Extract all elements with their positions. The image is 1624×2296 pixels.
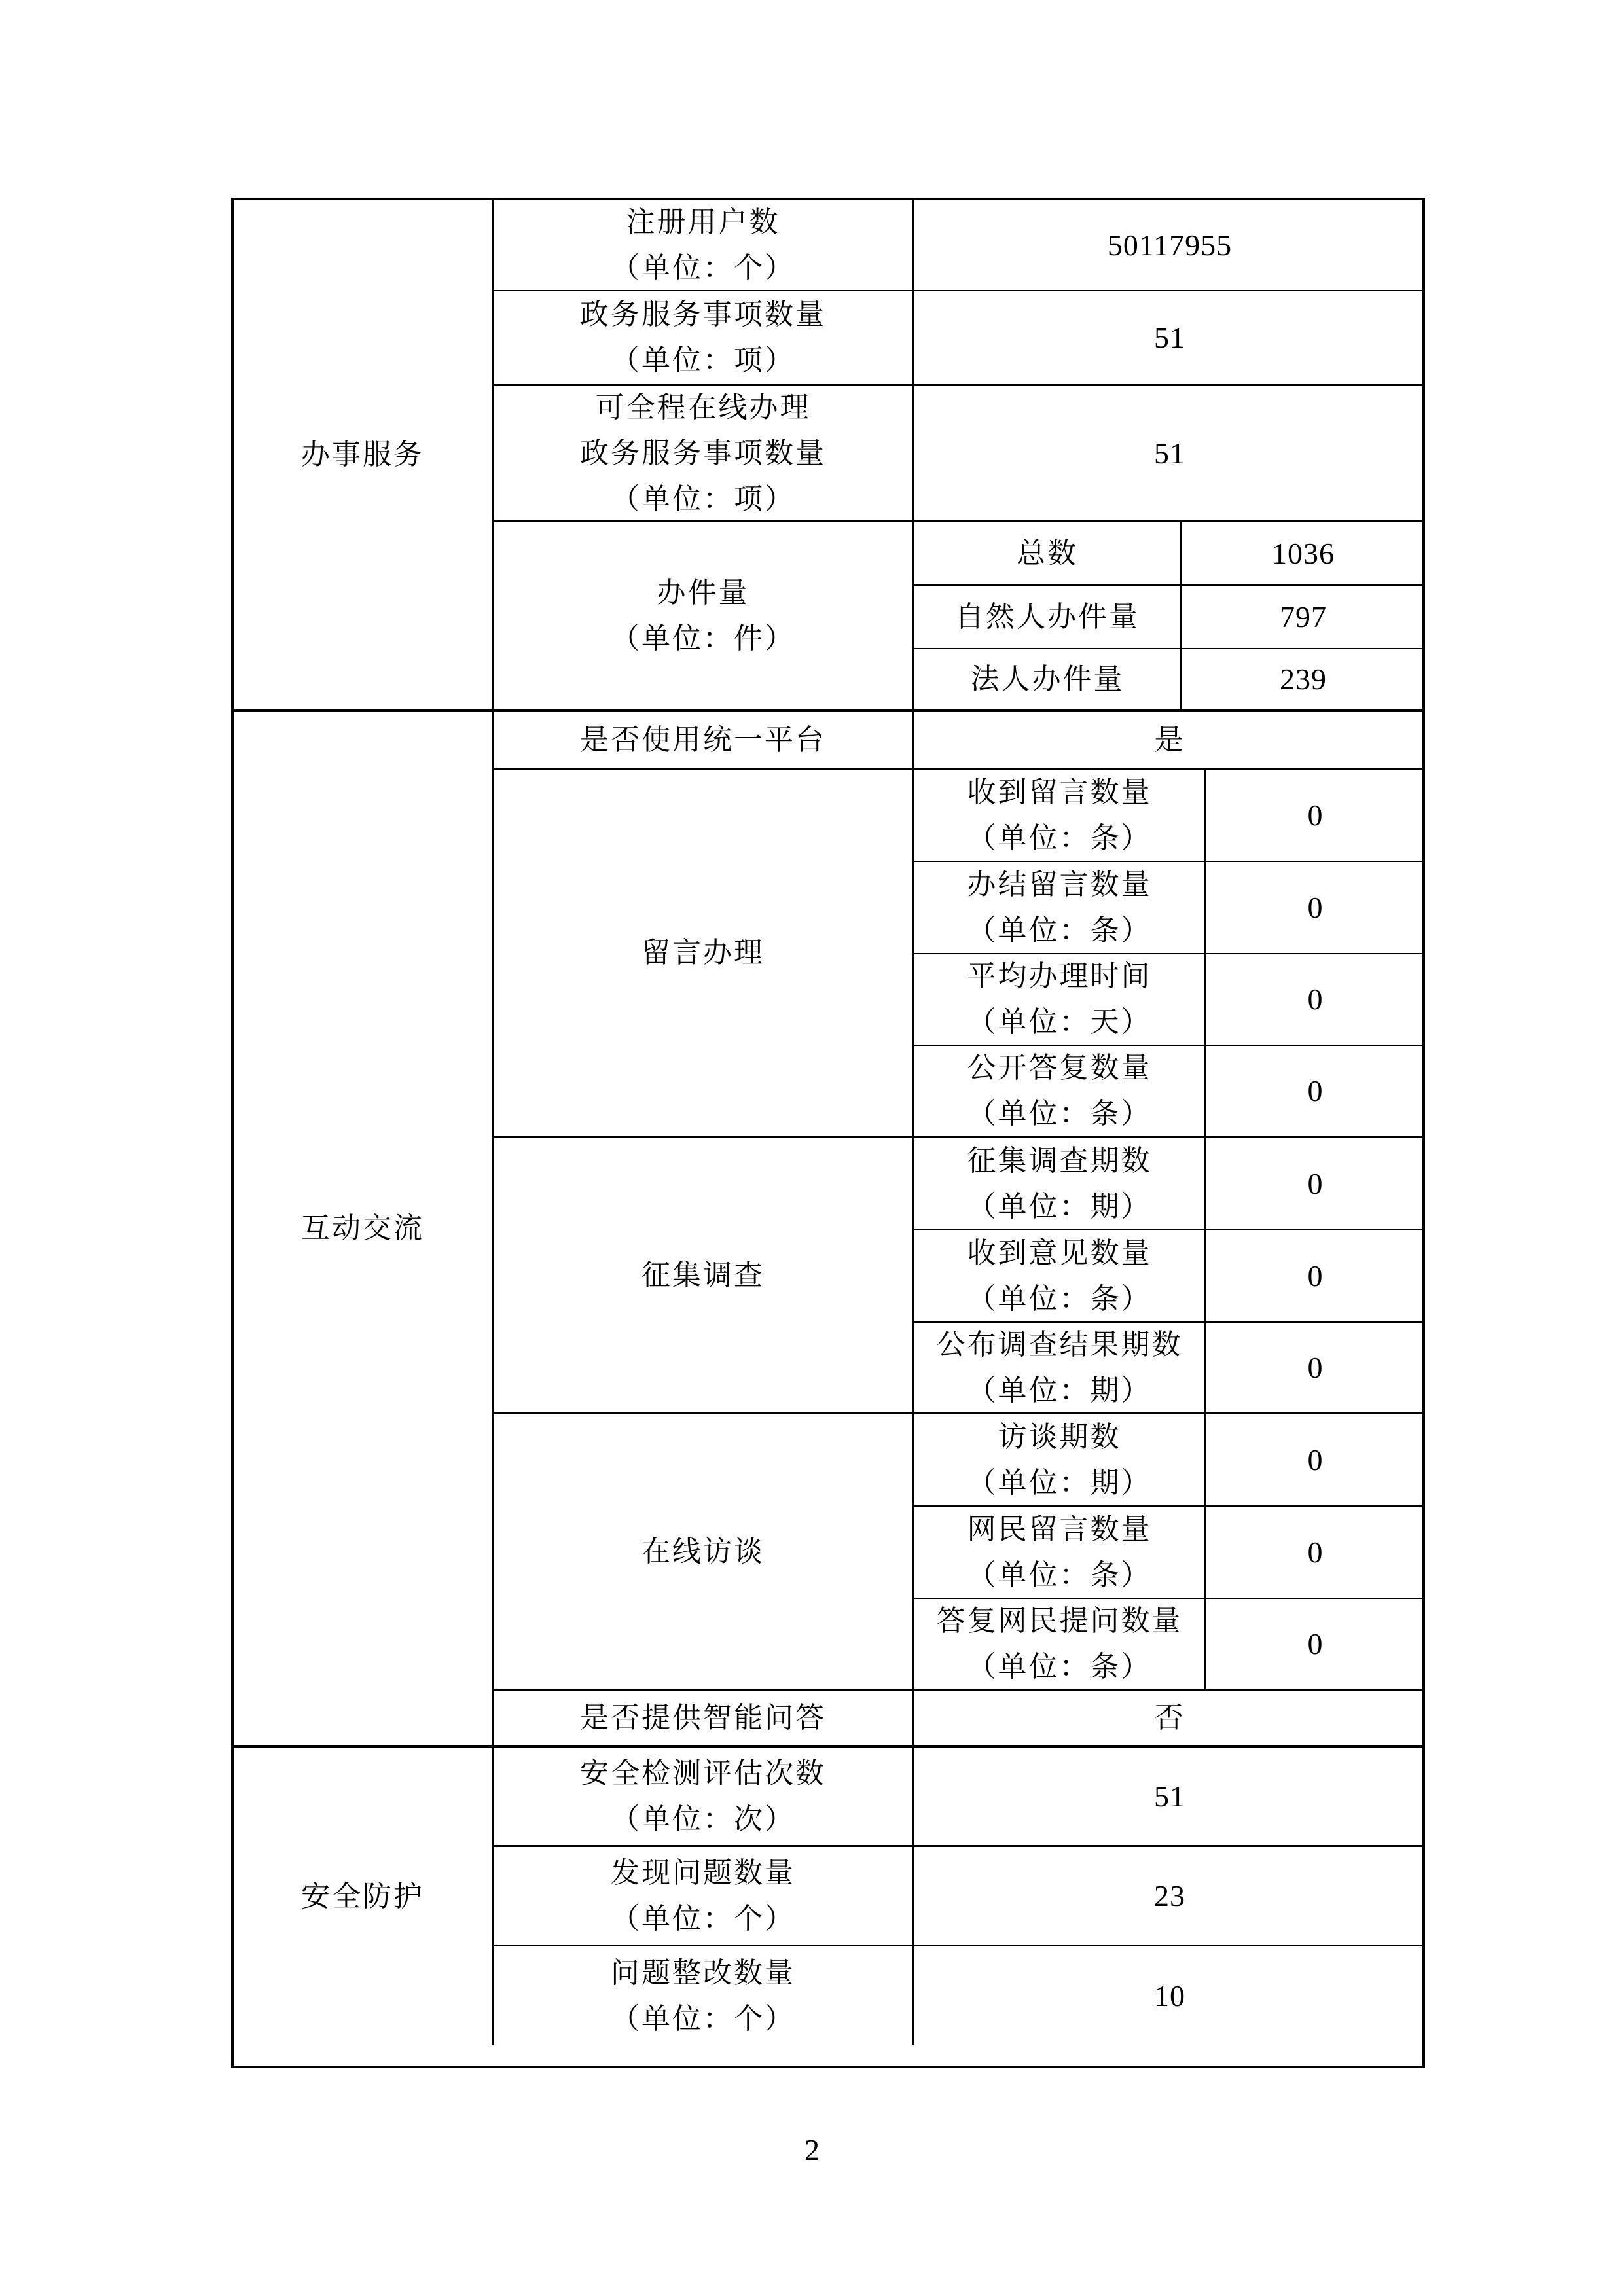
- value-problems-found: [914, 1847, 1425, 1946]
- unit-line: （单位：条）: [967, 1650, 1152, 1683]
- value-volume-total: [1182, 522, 1425, 586]
- label-line: 问题整改数量: [611, 1956, 795, 1989]
- annual-report-table: [231, 198, 1425, 2068]
- value-public-replies: [1206, 1046, 1425, 1138]
- value-survey-periods: [1206, 1138, 1425, 1230]
- category-security: [234, 1748, 494, 2045]
- label-unified-platform: [494, 712, 914, 770]
- value-published-survey-results: [1206, 1323, 1425, 1414]
- label-line: 总数: [1017, 537, 1078, 569]
- label-published-survey-results: [914, 1323, 1206, 1414]
- value-text: 0: [1307, 1350, 1324, 1384]
- value-text: 10: [1154, 1979, 1185, 2013]
- value-text: 0: [1307, 1166, 1324, 1200]
- unit-line: （单位：期）: [967, 1190, 1152, 1223]
- value-text: 否: [1154, 1701, 1185, 1734]
- unit-line: （单位：条）: [967, 821, 1152, 854]
- label-line: 在线访谈: [641, 1535, 765, 1568]
- value-problems-rectified: [914, 1946, 1425, 2045]
- label-service-items: [494, 291, 914, 386]
- label-line: 收到意见数量: [967, 1236, 1152, 1269]
- value-text: 0: [1307, 1259, 1324, 1293]
- value-text: 797: [1280, 600, 1327, 634]
- label-line: 是否使用统一平台: [580, 723, 826, 756]
- label-line: 公布调查结果期数: [936, 1328, 1183, 1361]
- value-text: 51: [1154, 1780, 1185, 1813]
- unit-line: （单位：条）: [967, 1282, 1152, 1315]
- value-text: 0: [1307, 1443, 1324, 1477]
- label-survey-periods: [914, 1138, 1206, 1230]
- value-security-checks: [914, 1748, 1425, 1847]
- value-netizen-messages: [1206, 1507, 1425, 1599]
- label-line: 自然人办件量: [955, 600, 1140, 633]
- value-received-messages: [1206, 770, 1425, 862]
- label-interview-periods: [914, 1414, 1206, 1507]
- label-received-messages: [914, 770, 1206, 862]
- value-volume-legal-person: [1182, 649, 1425, 712]
- value-text: 50117955: [1107, 228, 1233, 262]
- value-smart-qa: [914, 1691, 1425, 1748]
- value-text: 0: [1307, 1626, 1324, 1660]
- label-problems-found: [494, 1847, 914, 1946]
- category-label: 互动交流: [301, 1212, 424, 1244]
- value-unified-platform: [914, 712, 1425, 770]
- label-avg-processing-time: [914, 954, 1206, 1046]
- unit-line: （单位：次）: [611, 1803, 795, 1835]
- unit-line: （单位：条）: [967, 1558, 1152, 1591]
- unit-line: （单位：项）: [611, 482, 795, 515]
- unit-line: （单位：期）: [967, 1466, 1152, 1499]
- category-service: [234, 200, 494, 712]
- value-full-online-service-items: [914, 386, 1425, 522]
- label-line: 注册用户数: [626, 206, 780, 238]
- value-text: 0: [1307, 982, 1324, 1016]
- label-security-checks: [494, 1748, 914, 1847]
- label-line: 政务服务事项数量: [580, 298, 826, 331]
- value-avg-processing-time: [1206, 954, 1425, 1046]
- label-line: 可全程在线办理: [595, 391, 811, 423]
- label-line: 留言办理: [641, 937, 765, 969]
- value-text: 1036: [1272, 536, 1335, 570]
- label-full-online-service-items: [494, 386, 914, 522]
- value-completed-messages: [1206, 862, 1425, 954]
- label-replies-to-netizens: [914, 1599, 1206, 1691]
- label-volume-legal-person: [914, 649, 1182, 712]
- label-netizen-messages: [914, 1507, 1206, 1599]
- value-text: 0: [1307, 1535, 1324, 1569]
- value-text: 51: [1154, 321, 1185, 354]
- value-text: 0: [1307, 1074, 1324, 1107]
- label-line: 收到留言数量: [967, 776, 1152, 808]
- value-service-items: [914, 291, 1425, 386]
- label-smart-qa: [494, 1691, 914, 1748]
- label-line: 办结留言数量: [967, 868, 1152, 901]
- label-line: 安全检测评估次数: [580, 1757, 826, 1789]
- value-interview-periods: [1206, 1414, 1425, 1507]
- category-label: 安全防护: [301, 1880, 424, 1912]
- value-registered-users: [914, 200, 1425, 291]
- label-volume-natural-person: [914, 586, 1182, 649]
- page-number: 2: [804, 2133, 820, 2166]
- unit-line: （单位：条）: [967, 914, 1152, 946]
- label-problems-rectified: [494, 1946, 914, 2045]
- label-received-opinions: [914, 1230, 1206, 1323]
- unit-line: （单位：件）: [611, 622, 795, 655]
- value-text: 0: [1307, 890, 1324, 924]
- label-line: 公开答复数量: [967, 1052, 1152, 1084]
- label-line: 政务服务事项数量: [580, 437, 826, 469]
- category-interaction: [234, 712, 494, 1748]
- value-text: 是: [1154, 723, 1185, 756]
- unit-line: （单位：期）: [967, 1374, 1152, 1407]
- value-text: 51: [1154, 436, 1185, 470]
- label-volume-total: [914, 522, 1182, 586]
- label-solicitation-survey: [494, 1138, 914, 1414]
- unit-line: （单位：条）: [967, 1098, 1152, 1130]
- label-line: 发现问题数量: [611, 1856, 795, 1889]
- unit-line: （单位：个）: [611, 1902, 795, 1935]
- label-public-replies: [914, 1046, 1206, 1138]
- label-line: 征集调查期数: [967, 1144, 1152, 1177]
- value-text: 239: [1280, 662, 1327, 696]
- value-text: 0: [1307, 798, 1324, 832]
- label-online-interview: [494, 1414, 914, 1691]
- label-line: 办件量: [657, 576, 749, 609]
- label-line: 法人办件量: [970, 662, 1125, 695]
- label-registered-users: [494, 200, 914, 291]
- value-received-opinions: [1206, 1230, 1425, 1323]
- value-volume-natural-person: [1182, 586, 1425, 649]
- unit-line: （单位：项）: [611, 344, 795, 376]
- label-line: 征集调查: [641, 1259, 765, 1291]
- label-processed-volume: [494, 522, 914, 712]
- value-text: 23: [1154, 1878, 1185, 1912]
- category-label: 办事服务: [301, 438, 424, 471]
- label-line: 网民留言数量: [967, 1513, 1152, 1545]
- unit-line: （单位：个）: [611, 251, 795, 284]
- label-message-handling: [494, 770, 914, 1138]
- unit-line: （单位：个）: [611, 2002, 795, 2035]
- label-line: 是否提供智能问答: [580, 1701, 826, 1734]
- unit-line: （单位：天）: [967, 1006, 1152, 1038]
- label-completed-messages: [914, 862, 1206, 954]
- value-replies-to-netizens: [1206, 1599, 1425, 1691]
- label-line: 访谈期数: [998, 1420, 1121, 1453]
- label-line: 答复网民提问数量: [936, 1604, 1183, 1637]
- label-line: 平均办理时间: [967, 960, 1152, 992]
